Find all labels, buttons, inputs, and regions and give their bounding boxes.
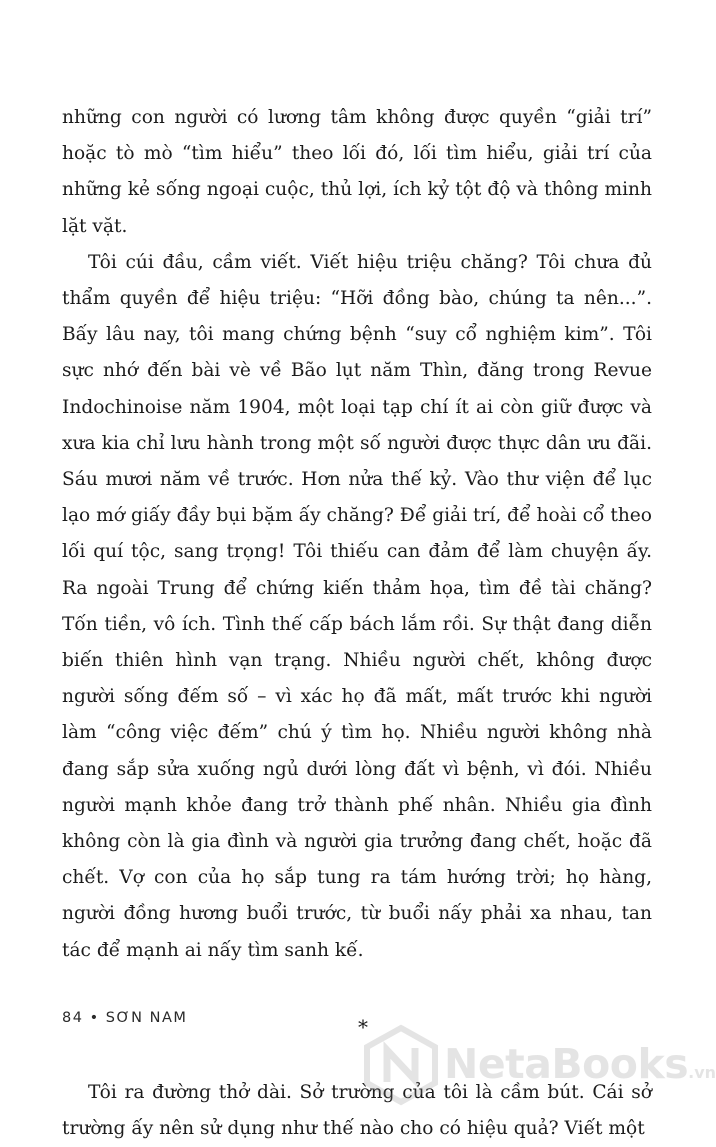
page-body <box>62 100 652 1147</box>
section-separator: * <box>358 1014 368 1039</box>
footer-author: SƠN NAM <box>105 1010 188 1026</box>
watermark-brand: NetaBooks <box>444 1040 689 1088</box>
page-number: 84 <box>62 1010 84 1026</box>
paragraph-2: Tôi cúi đầu, cầm viết. Viết hiệu triệu chăng? Tôi chưa đủ thẩm quyền để hiệu triệu: “Hỡi đồng bào, chúng ta nên...”. Bấy lâu nay, tôi mang chứng bệnh “suy cổ nghiệm kim”. Tôi sực nhớ đến bài vè về Bão lụt năm Thìn, đăng trong Revue Indochinoise năm 1904, một loại tạp chí ít ai còn giữ được và xưa kia chỉ lưu hành trong một số người được thực dân ưu đãi. Sáu mươi năm về trước. Hơn nửa thế kỷ. Vào thư viện để lục lạo mớ giấy đầy bụi bặm ấy chăng? Để giải trí, để hoài cổ theo lối quí tộc, sang trọng! Tôi thiếu can đảm để làm chuyện ấy. Ra ngoài Trung để chứng kiến thảm họa, tìm đề tài chăng? Tốn tiền, vô ích. Tình thế cấp bách lắm rồi. Sự thật đang diễn biến thiên hình vạn trạng. Nhiều người chết, không được người sống đếm số – vì xác họ đã mất, mất trước khi người làm “công việc đếm” chú ý tìm họ. Nhiều người không nhà đang sắp sửa xuống ngủ dưới lòng đất vì bệnh, vì đói. Nhiều người mạnh khỏe đang trở thành phế nhân. Nhiều gia đình không còn là gia đình và người gia trưởng đang chết, hoặc đã chết. Vợ con của họ sắp tung ra tám hướng trời; họ hàng, người đồng hương buổi trước, từ buổi nấy phải xa nhau, tan tác để mạnh ai nấy tìm sanh kế. <box>62 251 652 961</box>
watermark <box>362 1026 716 1104</box>
watermark-tld: .vn <box>688 1063 716 1082</box>
netabooks-logo-icon <box>362 1026 440 1104</box>
watermark-text <box>444 1040 716 1088</box>
paragraph-3: Tôi ra đường thở dài. Sở trường của tôi là cầm bút. Cái sở trường ấy nên sử dụng như thế nào cho có hiệu quả? Viết một <box>62 1081 652 1140</box>
footer-bullet: • <box>89 1010 100 1026</box>
page-footer <box>62 1010 187 1026</box>
paragraph-1: những con người có lương tâm không được quyền “giải trí” hoặc tò mò “tìm hiểu” theo lối đó, lối tìm hiểu, giải trí của những kẻ sống ngoại cuộc, thủ lợi, ích kỷ tột độ và thông minh lặt vặt. <box>62 107 652 237</box>
